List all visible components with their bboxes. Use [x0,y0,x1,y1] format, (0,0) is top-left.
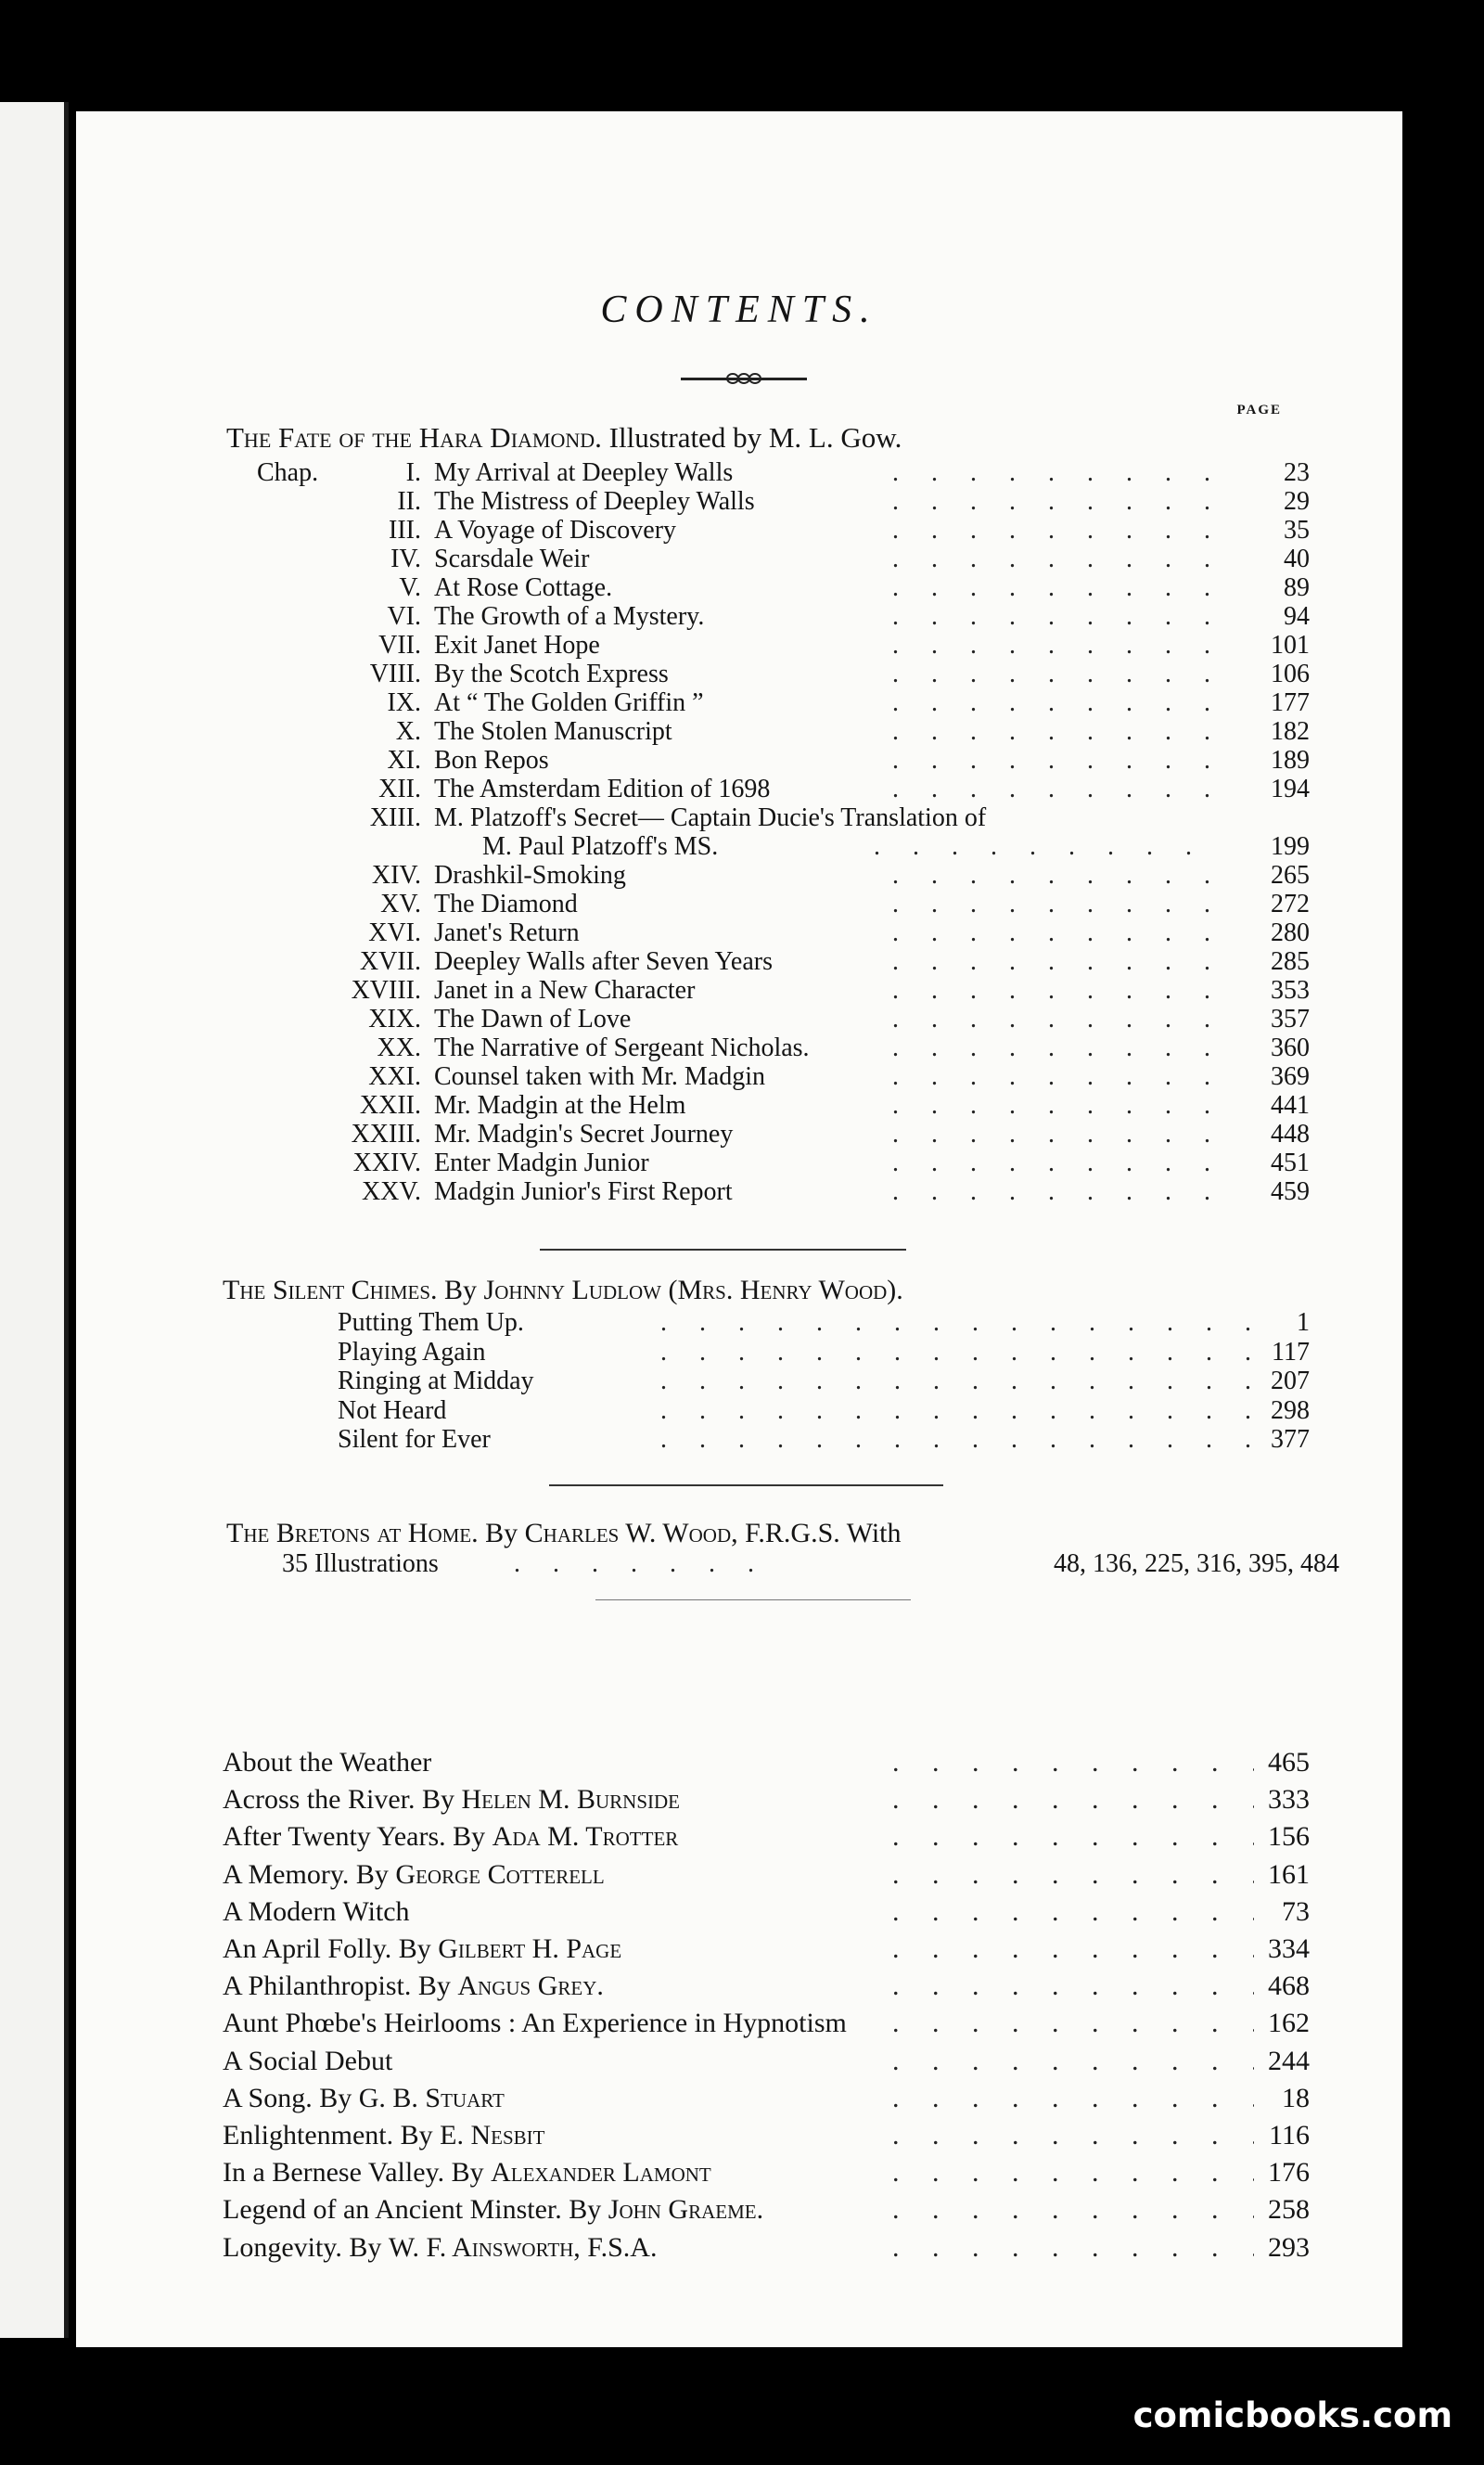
entry-heading [223,1934,621,1964]
ornament-rule [681,373,807,384]
page-title: CONTENTS. [600,289,878,331]
dot-leader [892,1120,1217,1149]
entry-title: A Song. [223,2082,313,2113]
entry-page: 293 [1268,2231,1310,2263]
chapter-row [76,1177,1310,1207]
chapter-row [76,803,1310,833]
section-divider [549,1484,943,1486]
dot-leader [892,890,1217,919]
entry-title: About the Weather [223,1747,432,1778]
section-silent-chimes-by: By [444,1275,478,1305]
chapter-row [76,1149,1310,1178]
chapter-row [76,1005,1310,1034]
section-divider [595,1599,911,1600]
silent-chimes-row [76,1367,1310,1396]
dot-leader [892,947,1217,977]
dot-leader [892,2195,1254,2225]
silent-chimes-page: 207 [1271,1367,1310,1396]
dot-leader [892,1149,1217,1178]
dot-leader [892,1785,1254,1815]
dot-leader [892,2084,1254,2113]
entry-title: A Modern Witch [223,1895,410,1927]
chapter-page: 265 [1271,861,1310,890]
entry-author: Gilbert H. Page [438,1933,622,1964]
chapter-page: 101 [1271,631,1310,660]
chapter-number: IX. [387,688,421,717]
silent-chimes-title: Ringing at Midday [338,1367,534,1396]
entry-author: George Cotterell [395,1858,605,1890]
watermark: comicbooks.com [1132,2395,1452,2435]
facing-page-edge [0,102,69,2338]
dot-leader [892,746,1217,776]
dot-leader [892,1177,1217,1207]
dot-leader [892,918,1217,948]
chapter-title: At Rose Cottage. [434,573,613,602]
entry-title: A Philanthropist. [223,1971,412,2002]
dot-leader [892,458,1217,488]
chapter-row [76,602,1310,632]
chapter-title: At “ The Golden Griffin ” [434,688,704,717]
chapter-row [76,688,1310,718]
contents-row [76,2009,1310,2038]
chapter-page: 285 [1271,947,1310,976]
chapter-page: 94 [1284,602,1310,631]
chapter-title: Bon Repos [434,746,549,775]
entry-title: A Social Debut [223,2045,393,2076]
dot-leader [892,1034,1217,1063]
dot-leader [660,1308,1254,1338]
dot-leader [892,1934,1254,1964]
entry-by: By [421,1784,454,1816]
dot-leader [892,1971,1254,2001]
entry-heading [223,1971,604,2001]
dot-leader [514,1549,755,1579]
silent-chimes-row [76,1308,1310,1338]
chapter-title: Scarsdale Weir [434,545,590,573]
chapter-row [76,631,1310,661]
bretons-illustrations-row [282,1549,1339,1579]
chapter-number: II. [397,487,421,516]
chapter-number: IV. [390,545,421,573]
chapter-row [76,1034,1310,1063]
chapter-title: The Growth of a Mystery. [434,602,705,631]
chapter-page: 280 [1271,918,1310,947]
dot-leader [892,487,1217,517]
silent-chimes-row [76,1425,1310,1455]
chapter-page: 23 [1284,458,1310,487]
entry-page: 18 [1282,2082,1310,2113]
entry-author: Alexander Lamont [491,2157,711,2189]
entry-by: By [451,2157,484,2189]
entry-author: Helen M. Burnside [461,1784,680,1816]
chapter-page: 272 [1271,890,1310,918]
dot-leader [892,1860,1254,1890]
chapter-page: 189 [1271,746,1310,775]
entry-heading [223,2121,544,2150]
chapter-number: XXII. [359,1091,421,1120]
chapter-number: XI. [387,746,421,775]
chapter-row [76,516,1310,546]
dot-leader [892,688,1217,718]
chapter-title: A Voyage of Discovery [434,516,677,545]
entry-by: By [417,1971,451,2002]
entry-by: By [355,1858,389,1890]
chapter-number: XIII. [369,803,421,832]
contents-row [76,1934,1310,1964]
contents-row [76,1785,1310,1815]
section-fate-hara-diamond-name: The Fate of the Hara Diamond. [226,421,602,454]
dot-leader [874,832,1217,862]
entry-page: 258 [1268,2194,1310,2226]
chapter-number: XII. [378,775,421,803]
dot-leader [892,660,1217,689]
dot-leader [660,1396,1254,1426]
chapter-page: 459 [1271,1177,1310,1206]
contents-row [76,1860,1310,1890]
bretons-page-numbers: 48, 136, 225, 316, 395, 484 [1054,1549,1339,1578]
chapter-page: 177 [1271,688,1310,717]
dot-leader [892,2047,1254,2076]
entry-heading [223,2047,392,2076]
chapter-number: XVI. [368,918,421,947]
contents-row [76,2195,1310,2225]
dot-leader [892,573,1217,603]
entry-by: By [453,1821,486,1853]
chapter-row [76,660,1310,689]
dot-leader [892,1091,1217,1121]
chapter-page: 194 [1271,775,1310,803]
silent-chimes-page: 117 [1272,1337,1310,1367]
chapter-page: 106 [1271,660,1310,688]
chapter-row [76,1120,1310,1149]
section-bretons-title [226,1520,902,1547]
section-bretons-by: By [485,1518,518,1548]
chapter-page: 448 [1271,1120,1310,1149]
dot-leader [892,2009,1254,2038]
chapter-page: 357 [1271,1005,1310,1034]
entry-heading [223,1860,605,1890]
entry-page: 334 [1268,1933,1310,1964]
chapter-page: 441 [1271,1091,1310,1120]
chapter-title-continued: M. Paul Platzoff's MS. [482,832,719,861]
dot-leader [892,545,1217,574]
dot-leader [892,1822,1254,1852]
chapter-page: 360 [1271,1034,1310,1062]
entry-author: E. Nesbit [440,2120,545,2150]
chapter-number: XVII. [359,947,421,976]
chapter-page: 199 [1271,832,1310,861]
silent-chimes-title: Not Heard [338,1395,447,1425]
section-bretons-name: The Bretons at Home. [226,1518,479,1548]
contents-page [76,111,1402,2347]
chapter-row [76,458,1310,488]
chapter-page: 35 [1284,516,1310,545]
contents-row [76,2047,1310,2076]
silent-chimes-row [76,1396,1310,1426]
dot-leader [892,1005,1217,1034]
chapter-row [76,487,1310,517]
chapter-row [76,545,1310,574]
entry-heading [223,2195,763,2225]
dot-leader [892,1062,1217,1092]
silent-chimes-title: Putting Them Up. [338,1308,524,1337]
chapter-page: 89 [1284,573,1310,602]
entry-page: 156 [1268,1821,1310,1853]
entry-title: Aunt Phœbe's Heirlooms : An Experience in Hypnotism [223,2008,847,2039]
entry-heading [223,2158,711,2188]
entry-title: Across the River. [223,1784,416,1816]
chapter-number: VIII. [369,660,421,688]
dot-leader [892,2158,1254,2188]
contents-row [76,1897,1310,1927]
dot-leader [660,1367,1254,1396]
dot-leader [892,1897,1254,1927]
chapter-number: VII. [378,631,421,660]
entry-by: By [319,2082,352,2113]
chapter-title: Janet in a New Character [434,976,696,1005]
chapter-number: I. [405,458,421,487]
chapter-title: The Stolen Manuscript [434,717,672,746]
chapter-row [76,717,1310,747]
silent-chimes-title: Playing Again [338,1337,486,1367]
chapter-number: VI. [387,602,421,631]
entry-page: 162 [1268,2008,1310,2039]
chapter-number: V. [399,573,421,602]
entry-author: John Graeme. [608,2194,764,2226]
dot-leader [892,631,1217,661]
contents-row [76,1822,1310,1852]
section-divider [540,1249,906,1251]
chapter-title: By the Scotch Express [434,660,669,688]
entry-title: An April Folly. [223,1933,392,1964]
section-silent-chimes-author-note: (Mrs. Henry Wood). [668,1275,903,1305]
page-column-label: PAGE [1236,403,1282,417]
dot-leader [660,1338,1254,1367]
chapter-row [76,918,1310,948]
chapter-title: My Arrival at Deepley Walls [434,458,734,487]
silent-chimes-row [76,1338,1310,1367]
chapter-row [76,976,1310,1006]
silent-chimes-title: Silent for Ever [338,1425,491,1455]
dot-leader [892,717,1217,747]
chapter-number: XVIII. [351,976,421,1005]
chapter-title: Mr. Madgin at the Helm [434,1091,686,1120]
entry-author: Angus Grey. [457,1971,604,2002]
contents-row [76,2121,1310,2150]
chapter-number: XXV. [361,1177,421,1206]
chapter-number: XIX. [368,1005,421,1034]
entry-page: 465 [1268,1747,1310,1778]
chapter-title: Enter Madgin Junior [434,1149,649,1177]
entry-by: By [569,2194,602,2226]
chapter-title: Counsel taken with Mr. Madgin [434,1062,765,1091]
entry-page: 468 [1268,1971,1310,2002]
section-fate-hara-diamond-credit: Illustrated by M. L. Gow. [608,421,902,454]
chapter-page: 369 [1271,1062,1310,1091]
chapter-title: The Diamond [434,890,578,918]
entry-page: 116 [1269,2120,1310,2150]
chapter-row-continued [76,832,1310,862]
chapter-title: Deepley Walls after Seven Years [434,947,774,976]
section-bretons-credentials: F.R.G.S. With [745,1518,902,1548]
dot-leader [892,1748,1254,1778]
section-bretons-author: Charles W. Wood, [524,1518,738,1548]
chapter-title: Mr. Madgin's Secret Journey [434,1120,734,1149]
entry-author: W. F. Ainsworth, F.S.A. [388,2231,658,2263]
chapter-number: XV. [380,890,421,918]
contents-row [76,1748,1310,1778]
entry-heading [223,2009,847,2038]
silent-chimes-page: 377 [1271,1425,1310,1455]
bretons-illustrations-label: 35 Illustrations [282,1549,439,1578]
dot-leader [892,775,1217,804]
chapter-row [76,1062,1310,1092]
silent-chimes-page: 1 [1297,1308,1310,1337]
chapter-number: X. [395,717,421,746]
entry-title: Legend of an Ancient Minster. [223,2194,562,2226]
chapter-title: The Amsterdam Edition of 1698 [434,775,771,803]
chapter-title: Madgin Junior's First Report [434,1177,733,1206]
entry-title: In a Bernese Valley. [223,2157,445,2189]
section-silent-chimes-author: Johnny Ludlow [483,1275,661,1305]
entry-heading [223,1897,410,1927]
chapter-title: The Mistress of Deepley Walls [434,487,755,516]
chapter-number: XXI. [368,1062,421,1091]
entry-heading [223,1822,678,1852]
chapter-number: XXIV. [352,1149,421,1177]
entry-page: 73 [1282,1895,1310,1927]
entry-author: Ada M. Trotter [492,1821,679,1853]
entry-by: By [398,1933,431,1964]
dot-leader [892,602,1217,632]
dot-leader [892,2233,1254,2263]
entry-author: G. B. Stuart [358,2082,505,2113]
entry-by: By [400,2120,433,2150]
entry-by: By [349,2231,382,2263]
entry-heading [223,2233,657,2263]
chapter-title: Exit Janet Hope [434,631,600,660]
chapter-number: XX. [377,1034,421,1062]
chapter-page: 29 [1284,487,1310,516]
silent-chimes-page: 298 [1271,1395,1310,1425]
entry-title: A Memory. [223,1858,350,1890]
entry-page: 244 [1268,2045,1310,2076]
entry-heading [223,1748,431,1778]
dot-leader [892,976,1217,1006]
chapter-row [76,1091,1310,1121]
contents-row [76,1971,1310,2001]
entry-heading [223,2084,505,2113]
chapter-title: Janet's Return [434,918,580,947]
entry-page: 176 [1268,2157,1310,2189]
chapter-number: XXIII. [351,1120,421,1149]
chapter-page: 451 [1271,1149,1310,1177]
entry-title: Enlightenment. [223,2120,394,2150]
chapter-title: The Narrative of Sergeant Nicholas. [434,1034,810,1062]
contents-row [76,2084,1310,2113]
chapter-number: III. [389,516,421,545]
chapter-row [76,573,1310,603]
chapter-title: The Dawn of Love [434,1005,632,1034]
contents-row [76,2233,1310,2263]
section-silent-chimes-title [223,1277,903,1304]
chapter-row [76,890,1310,919]
chapter-row [76,746,1310,776]
chapter-page: 353 [1271,976,1310,1005]
dot-leader [892,2121,1254,2150]
entry-page: 333 [1268,1784,1310,1816]
chapter-label-chap: Chap. [257,458,319,487]
chapter-title: M. Platzoff's Secret— Captain Ducie's Translation of [434,803,987,832]
chapter-title: Drashkil-Smoking [434,861,626,890]
section-fate-hara-diamond-title [226,423,902,452]
chapter-row [76,947,1310,977]
chapter-row [76,775,1310,804]
entry-title: After Twenty Years. [223,1821,446,1853]
dot-leader [892,861,1217,891]
section-silent-chimes-name: The Silent Chimes. [223,1275,438,1305]
dot-leader [892,516,1217,546]
entry-title: Longevity. [223,2231,342,2263]
entry-heading [223,1785,680,1815]
chapter-row [76,861,1310,891]
chapter-page: 182 [1271,717,1310,746]
chapter-number: XIV. [371,861,421,890]
contents-row [76,2158,1310,2188]
dot-leader [660,1425,1254,1455]
chapter-page: 40 [1284,545,1310,573]
entry-page: 161 [1268,1858,1310,1890]
